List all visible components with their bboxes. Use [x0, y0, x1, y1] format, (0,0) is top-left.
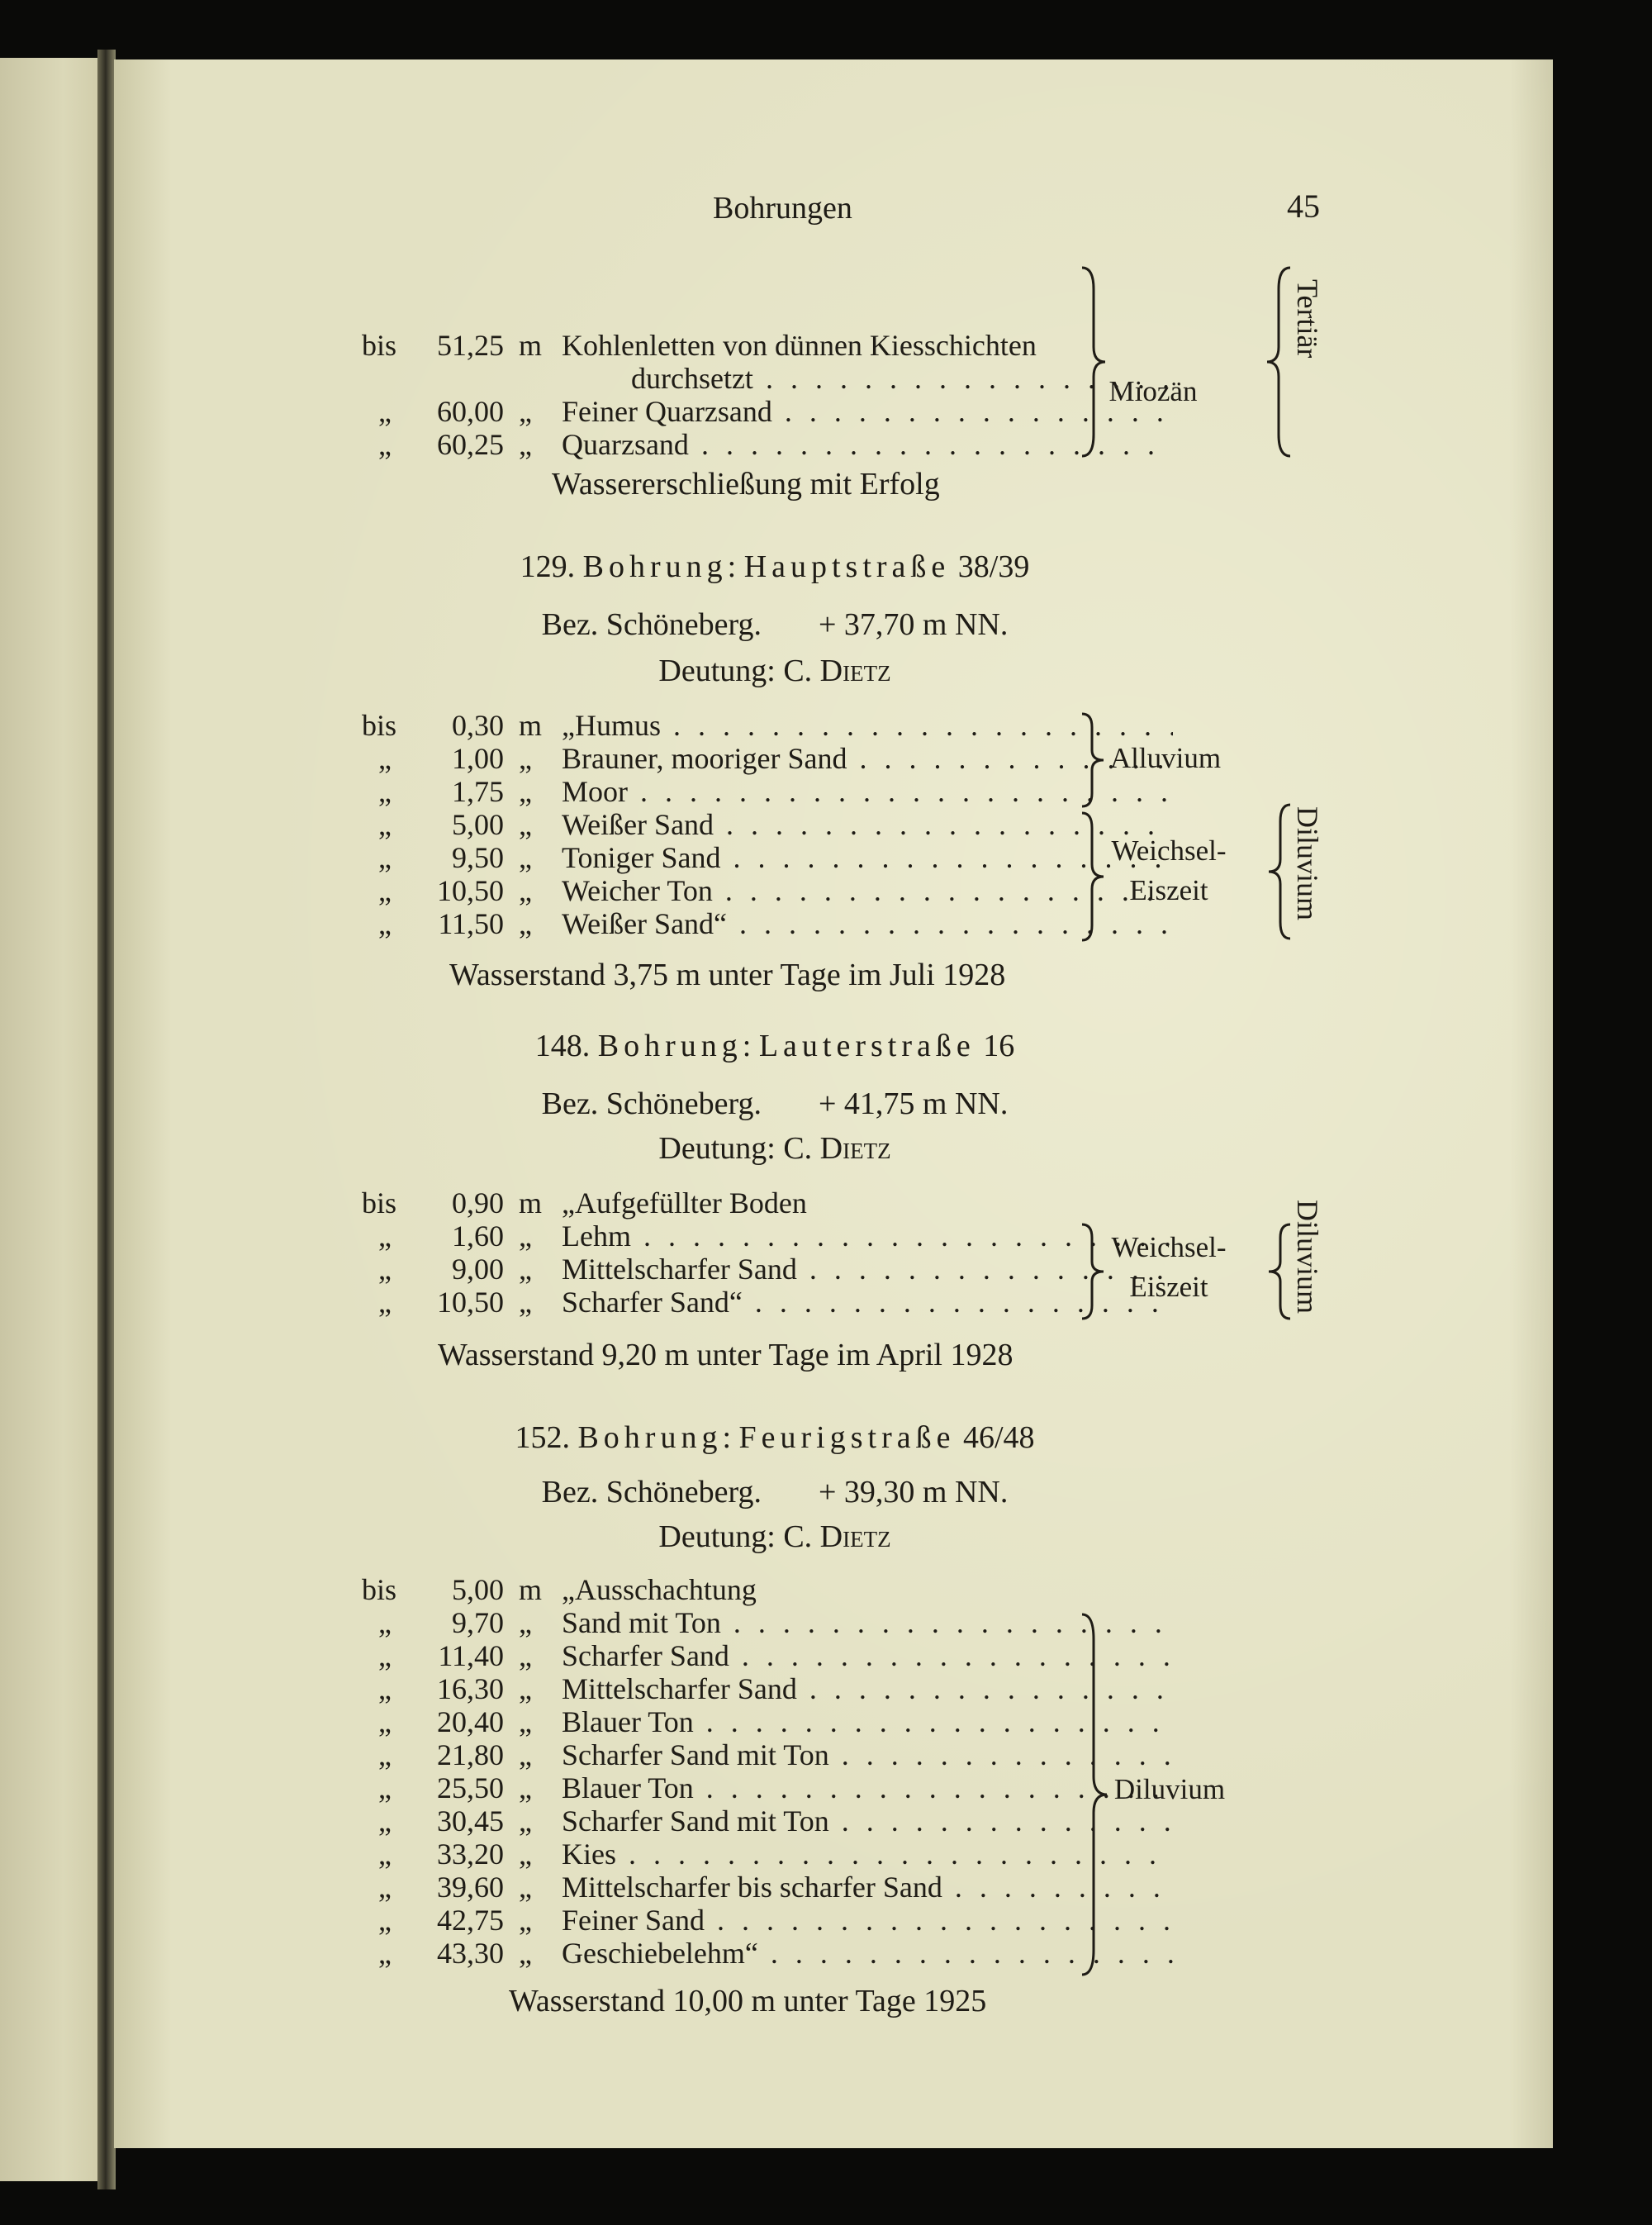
district: Bez. Schöneberg. — [541, 1086, 762, 1121]
interpretation-label: Deutung: — [658, 1519, 776, 1554]
row-description: Lehm . . . — [562, 1219, 1173, 1253]
row-description: Toniger Sand . . . — [562, 841, 1173, 874]
row-prefix: „ — [378, 1286, 392, 1319]
row-unit: „ — [519, 1738, 532, 1771]
street-name: Feurigstraße — [738, 1420, 956, 1455]
note-129: Wasserstand 3,75 m unter Tage im Juli 1928 — [449, 958, 1006, 992]
note-152: Wasserstand 10,00 m unter Tage 1925 — [509, 1984, 987, 2018]
table-row — [114, 1573, 1270, 1606]
elevation: + 41,75 m NN. — [818, 1086, 1009, 1121]
row-unit: „ — [519, 1804, 532, 1838]
row-depth: 20,40 — [437, 1705, 504, 1738]
house-number: 46/48 — [962, 1420, 1035, 1455]
note-top: Wassererschließung mit Erfolg — [552, 467, 940, 502]
row-prefix: „ — [378, 1705, 392, 1738]
row-depth: 9,70 — [452, 1606, 504, 1639]
row-description: Brauner, mooriger Sand . . . — [562, 742, 1173, 775]
brace-miozaen — [1079, 264, 1112, 459]
street-name: Hauptstraße — [743, 549, 951, 584]
row-description: Blauer Ton . . . — [562, 1705, 1173, 1738]
row-description: „Aufgefüllter Boden — [562, 1186, 807, 1219]
row-depth: 9,50 — [452, 841, 504, 874]
row-unit: „ — [519, 1871, 532, 1904]
boring-number: 129. — [520, 549, 576, 584]
row-depth: 11,50 — [438, 907, 504, 940]
row-depth: 9,00 — [452, 1253, 504, 1286]
row-prefix: „ — [378, 1804, 392, 1838]
label-diluvium-152: Diluvium — [1113, 1773, 1226, 1805]
row-unit: „ — [519, 1904, 532, 1937]
row-unit: m — [519, 1573, 543, 1606]
label-weichsel-129-a: Weichsel- — [1111, 834, 1227, 867]
district-line-152 — [362, 1474, 1188, 1510]
row-prefix: „ — [378, 1219, 392, 1253]
row-unit: m — [519, 1186, 543, 1219]
row-description: Weißer Sand . . . — [562, 808, 1173, 841]
row-description: Scharfer Sand . . . — [562, 1639, 1173, 1672]
district: Bez. Schöneberg. — [541, 607, 762, 642]
row-prefix: „ — [378, 1253, 392, 1286]
table-row — [114, 1186, 1270, 1219]
row-description: Mittelscharfer Sand . . . — [562, 1672, 1173, 1705]
row-prefix: „ — [378, 1937, 392, 1970]
row-prefix: „ — [378, 907, 392, 940]
house-number: 16 — [983, 1029, 1015, 1063]
row-prefix: „ — [378, 1838, 392, 1871]
row-depth: 39,60 — [437, 1871, 504, 1904]
row-depth: 1,60 — [452, 1219, 504, 1253]
row-depth: 43,30 — [437, 1937, 504, 1970]
row-description: Weißer Sand“ . . . — [562, 907, 1173, 940]
row-description: Kohlenletten von dünnen Kiesschichten — [562, 329, 1037, 362]
label-weichsel-129-b: Eiszeit — [1129, 874, 1208, 906]
elevation: + 37,70 m NN. — [818, 607, 1009, 642]
row-prefix: bis — [362, 1573, 397, 1606]
page-number: 45 — [1287, 188, 1320, 225]
row-depth: 30,45 — [437, 1804, 504, 1838]
row-description: Feiner Quarzsand . . . — [562, 395, 1173, 428]
row-unit: „ — [519, 1253, 532, 1286]
row-description: Weicher Ton . . . — [562, 874, 1173, 907]
row-depth: 1,75 — [452, 775, 504, 808]
row-prefix: „ — [378, 1606, 392, 1639]
boring-number: 152. — [515, 1420, 570, 1455]
row-prefix: bis — [362, 709, 397, 742]
row-description: Geschiebelehm“ . . . — [562, 1937, 1173, 1970]
row-description: Feiner Sand . . . — [562, 1904, 1173, 1937]
row-description: „Humus . . . — [562, 709, 1173, 742]
left-page-edge — [0, 58, 106, 2181]
row-depth: 0,90 — [452, 1186, 504, 1219]
row-unit: „ — [519, 428, 532, 461]
row-unit: „ — [519, 1672, 532, 1705]
row-prefix: „ — [378, 395, 392, 428]
row-unit: „ — [519, 808, 532, 841]
row-depth: 5,00 — [452, 1573, 504, 1606]
row-unit: „ — [519, 395, 532, 428]
row-unit: m — [519, 709, 543, 742]
row-prefix: „ — [378, 1639, 392, 1672]
label-diluvium-148: Diluvium — [1291, 1200, 1324, 1315]
row-unit: „ — [519, 1937, 532, 1970]
row-prefix: „ — [378, 775, 392, 808]
row-depth: 51,25 — [437, 329, 504, 362]
row-prefix: „ — [378, 428, 392, 461]
row-unit: m — [519, 329, 543, 362]
row-depth: 16,30 — [437, 1672, 504, 1705]
boring-number: 148. — [534, 1029, 591, 1063]
row-description: Mittelscharfer bis scharfer Sand . . . — [562, 1871, 1173, 1904]
heading-148: 148. Bohrung: Lauterstraße 16 — [534, 1029, 1015, 1063]
row-description: Quarzsand . . . — [562, 428, 1173, 461]
row-description: Kies . . . — [562, 1838, 1173, 1871]
heading-129: 129. Bohrung: Hauptstraße 38/39 — [520, 549, 1030, 584]
brace-diluvium-129 — [1260, 801, 1294, 942]
boring-word: Bohrung — [577, 1420, 723, 1455]
row-unit: „ — [519, 775, 532, 808]
row-depth: 11,40 — [438, 1639, 504, 1672]
interpretation-label: Deutung: — [658, 654, 776, 688]
row-description: Moor . . . — [562, 775, 1173, 808]
row-depth: 0,30 — [452, 709, 504, 742]
label-tertiaer: Tertiär — [1291, 279, 1324, 359]
row-unit: „ — [519, 1838, 532, 1871]
row-description: Sand mit Ton . . . — [562, 1606, 1173, 1639]
row-unit: „ — [519, 1286, 532, 1319]
interpretation-129 — [362, 653, 1188, 689]
brace-tertiaer — [1260, 264, 1294, 459]
row-prefix: „ — [378, 841, 392, 874]
interpreter-name: C. Dietz — [783, 1519, 891, 1554]
row-description: Scharfer Sand mit Ton . . . — [562, 1738, 1173, 1771]
row-depth: 10,50 — [437, 1286, 504, 1319]
row-unit: „ — [519, 1219, 532, 1253]
row-unit: „ — [519, 1705, 532, 1738]
district-line-129 — [362, 606, 1188, 643]
row-depth: 60,25 — [437, 428, 504, 461]
row-unit: „ — [519, 1606, 532, 1639]
boring-word: Bohrung — [582, 549, 728, 584]
boring-word: Bohrung — [597, 1029, 743, 1063]
interpretation-label: Deutung: — [658, 1131, 776, 1166]
row-depth: 21,80 — [437, 1738, 504, 1771]
row-description: Scharfer Sand mit Ton . . . — [562, 1804, 1173, 1838]
label-weichsel-148-b: Eiszeit — [1129, 1271, 1208, 1303]
row-prefix: „ — [378, 1771, 392, 1804]
row-depth: 33,20 — [437, 1838, 504, 1871]
row-description: „Ausschachtung — [562, 1573, 757, 1606]
row-description: durchsetzt . . . — [631, 362, 1173, 395]
row-depth: 10,50 — [437, 874, 504, 907]
house-number: 38/39 — [957, 549, 1030, 584]
interpreter-name: C. Dietz — [783, 654, 891, 688]
interpretation-152 — [362, 1519, 1188, 1555]
book-page — [114, 59, 1553, 2148]
elevation: + 39,30 m NN. — [818, 1475, 1009, 1509]
row-prefix: „ — [378, 742, 392, 775]
row-prefix: „ — [378, 1738, 392, 1771]
row-depth: 5,00 — [452, 808, 504, 841]
interpretation-148 — [362, 1130, 1188, 1167]
row-prefix: „ — [378, 808, 392, 841]
row-depth: 42,75 — [437, 1904, 504, 1937]
row-unit: „ — [519, 742, 532, 775]
row-prefix: „ — [378, 1871, 392, 1904]
district-line-148 — [362, 1086, 1188, 1122]
row-prefix: „ — [378, 1904, 392, 1937]
row-unit: „ — [519, 874, 532, 907]
label-miozaen: Miozän — [1108, 375, 1198, 407]
row-prefix: „ — [378, 1672, 392, 1705]
note-148: Wasserstand 9,20 m unter Tage im April 1928 — [438, 1338, 1014, 1372]
row-unit: „ — [519, 841, 532, 874]
row-description: Blauer Ton . . . — [562, 1771, 1173, 1804]
label-diluvium-129: Diluvium — [1291, 806, 1324, 921]
book-spine — [97, 50, 116, 2189]
row-unit: „ — [519, 1639, 532, 1672]
row-depth: 25,50 — [437, 1771, 504, 1804]
street-name: Lauterstraße — [758, 1029, 976, 1063]
district: Bez. Schöneberg. — [541, 1475, 762, 1509]
label-weichsel-148-a: Weichsel- — [1111, 1231, 1227, 1263]
row-unit: „ — [519, 907, 532, 940]
row-prefix: bis — [362, 329, 397, 362]
row-depth: 1,00 — [452, 742, 504, 775]
row-prefix: bis — [362, 1186, 397, 1219]
brace-diluvium-148 — [1260, 1221, 1294, 1322]
row-description: Scharfer Sand“ . . . — [562, 1286, 1173, 1319]
interpreter-name: C. Dietz — [783, 1131, 891, 1166]
row-description: Mittelscharfer Sand . . . — [562, 1253, 1173, 1286]
running-head: Bohrungen — [713, 191, 852, 226]
row-unit: „ — [519, 1771, 532, 1804]
heading-152: 152. Bohrung: Feurigstraße 46/48 — [515, 1420, 1035, 1455]
row-prefix: „ — [378, 874, 392, 907]
label-alluvium: Alluvium — [1109, 742, 1222, 774]
row-depth: 60,00 — [437, 395, 504, 428]
